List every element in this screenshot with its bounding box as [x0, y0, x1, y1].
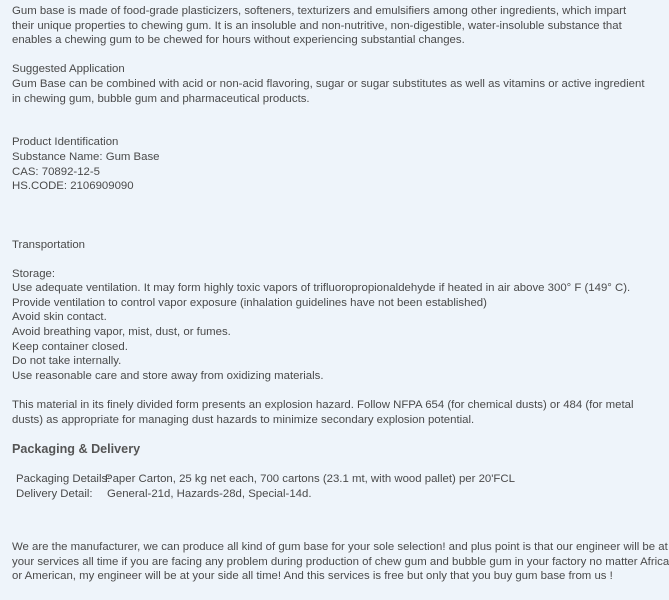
- explosion-hazard-line: dusts) as appropriate for managing dust hazards to minimize secondary explosion potential.: [12, 413, 475, 426]
- packaging-details-value: Paper Carton, 25 kg net each, 700 cartons (23.1 mt, with wood pallet) per 20'FCL: [105, 472, 515, 485]
- storage-line: Provide ventilation to control vapor exposure (inhalation guidelines have not been established): [12, 296, 487, 309]
- storage-section: [12, 267, 631, 384]
- packaging-details-label: Packaging Details:: [16, 472, 111, 485]
- closing-line: or American, my engineer will be at your side all time! And this services is free but only that you buy gum base from us !: [12, 570, 613, 583]
- closing-line: your services all time if you are facing any problem during production of chew gum and bubble gum in your factory no matter Africa: [12, 555, 669, 568]
- intro-line: Gum base is made of food-grade plasticizers, softeners, texturizers and emulsifiers among other ingredients, which impart: [12, 5, 627, 17]
- packaging-delivery-heading: Packaging & Delivery: [12, 442, 141, 457]
- delivery-detail-row: [12, 487, 600, 502]
- explosion-hazard-line: This material in its finely divided form presents an explosion hazard. Follow NFPA 654 (for chemical dusts) or 484 (for metal: [12, 399, 634, 412]
- cas-number: CAS: 70892-12-5: [12, 165, 101, 178]
- intro-line: their unique properties to chewing gum. It is an insoluble and non-nutritive, non-digestible, water-insoluble substance that: [12, 19, 622, 32]
- storage-line: Do not take internally.: [12, 355, 122, 368]
- product-identification-title: Product Identification: [12, 136, 119, 149]
- product-description: [12, 4, 669, 584]
- intro-line: enables a chewing gum to be chewed for hours without experiencing substantial changes.: [12, 34, 465, 47]
- closing-line: We are the manufacturer, we can produce all kind of gum base for your sole selection! and plus point is that our engineer will be at: [12, 541, 668, 554]
- storage-line: Use reasonable care and store away from oxidizing materials.: [12, 369, 324, 382]
- product-identification-section: [12, 135, 600, 193]
- suggested-application-title: Suggested Application: [12, 63, 125, 76]
- storage-line: Use adequate ventilation. It may form highly toxic vapors of trifluoropropionaldehyde if heated in air above 300° F (149° C).: [12, 282, 631, 295]
- suggested-application-line: in chewing gum, bubble gum and pharmaceutical products.: [12, 92, 310, 105]
- packaging-details-row: [12, 472, 600, 487]
- delivery-detail-label: Delivery Detail:: [16, 488, 93, 501]
- substance-name: Substance Name: Gum Base: [12, 150, 160, 163]
- storage-title: Storage:: [12, 267, 56, 280]
- storage-line: Avoid breathing vapor, mist, dust, or fumes.: [12, 326, 231, 339]
- hs-code: HS.CODE: 2106909090: [12, 180, 134, 193]
- closing-paragraph: [12, 540, 669, 584]
- transportation-title: Transportation: [12, 238, 86, 251]
- suggested-application-line: Gum Base can be combined with acid or non-acid flavoring, sugar or sugar substitutes as well as vitamins or active ingredient: [12, 77, 645, 90]
- storage-line: Avoid skin contact.: [12, 311, 107, 324]
- delivery-detail-value: General-21d, Hazards-28d, Special-14d.: [107, 488, 312, 501]
- storage-line: Keep container closed.: [12, 340, 128, 353]
- explosion-hazard-paragraph: [12, 398, 634, 427]
- suggested-application-section: [12, 62, 645, 106]
- intro-paragraph: [12, 4, 627, 48]
